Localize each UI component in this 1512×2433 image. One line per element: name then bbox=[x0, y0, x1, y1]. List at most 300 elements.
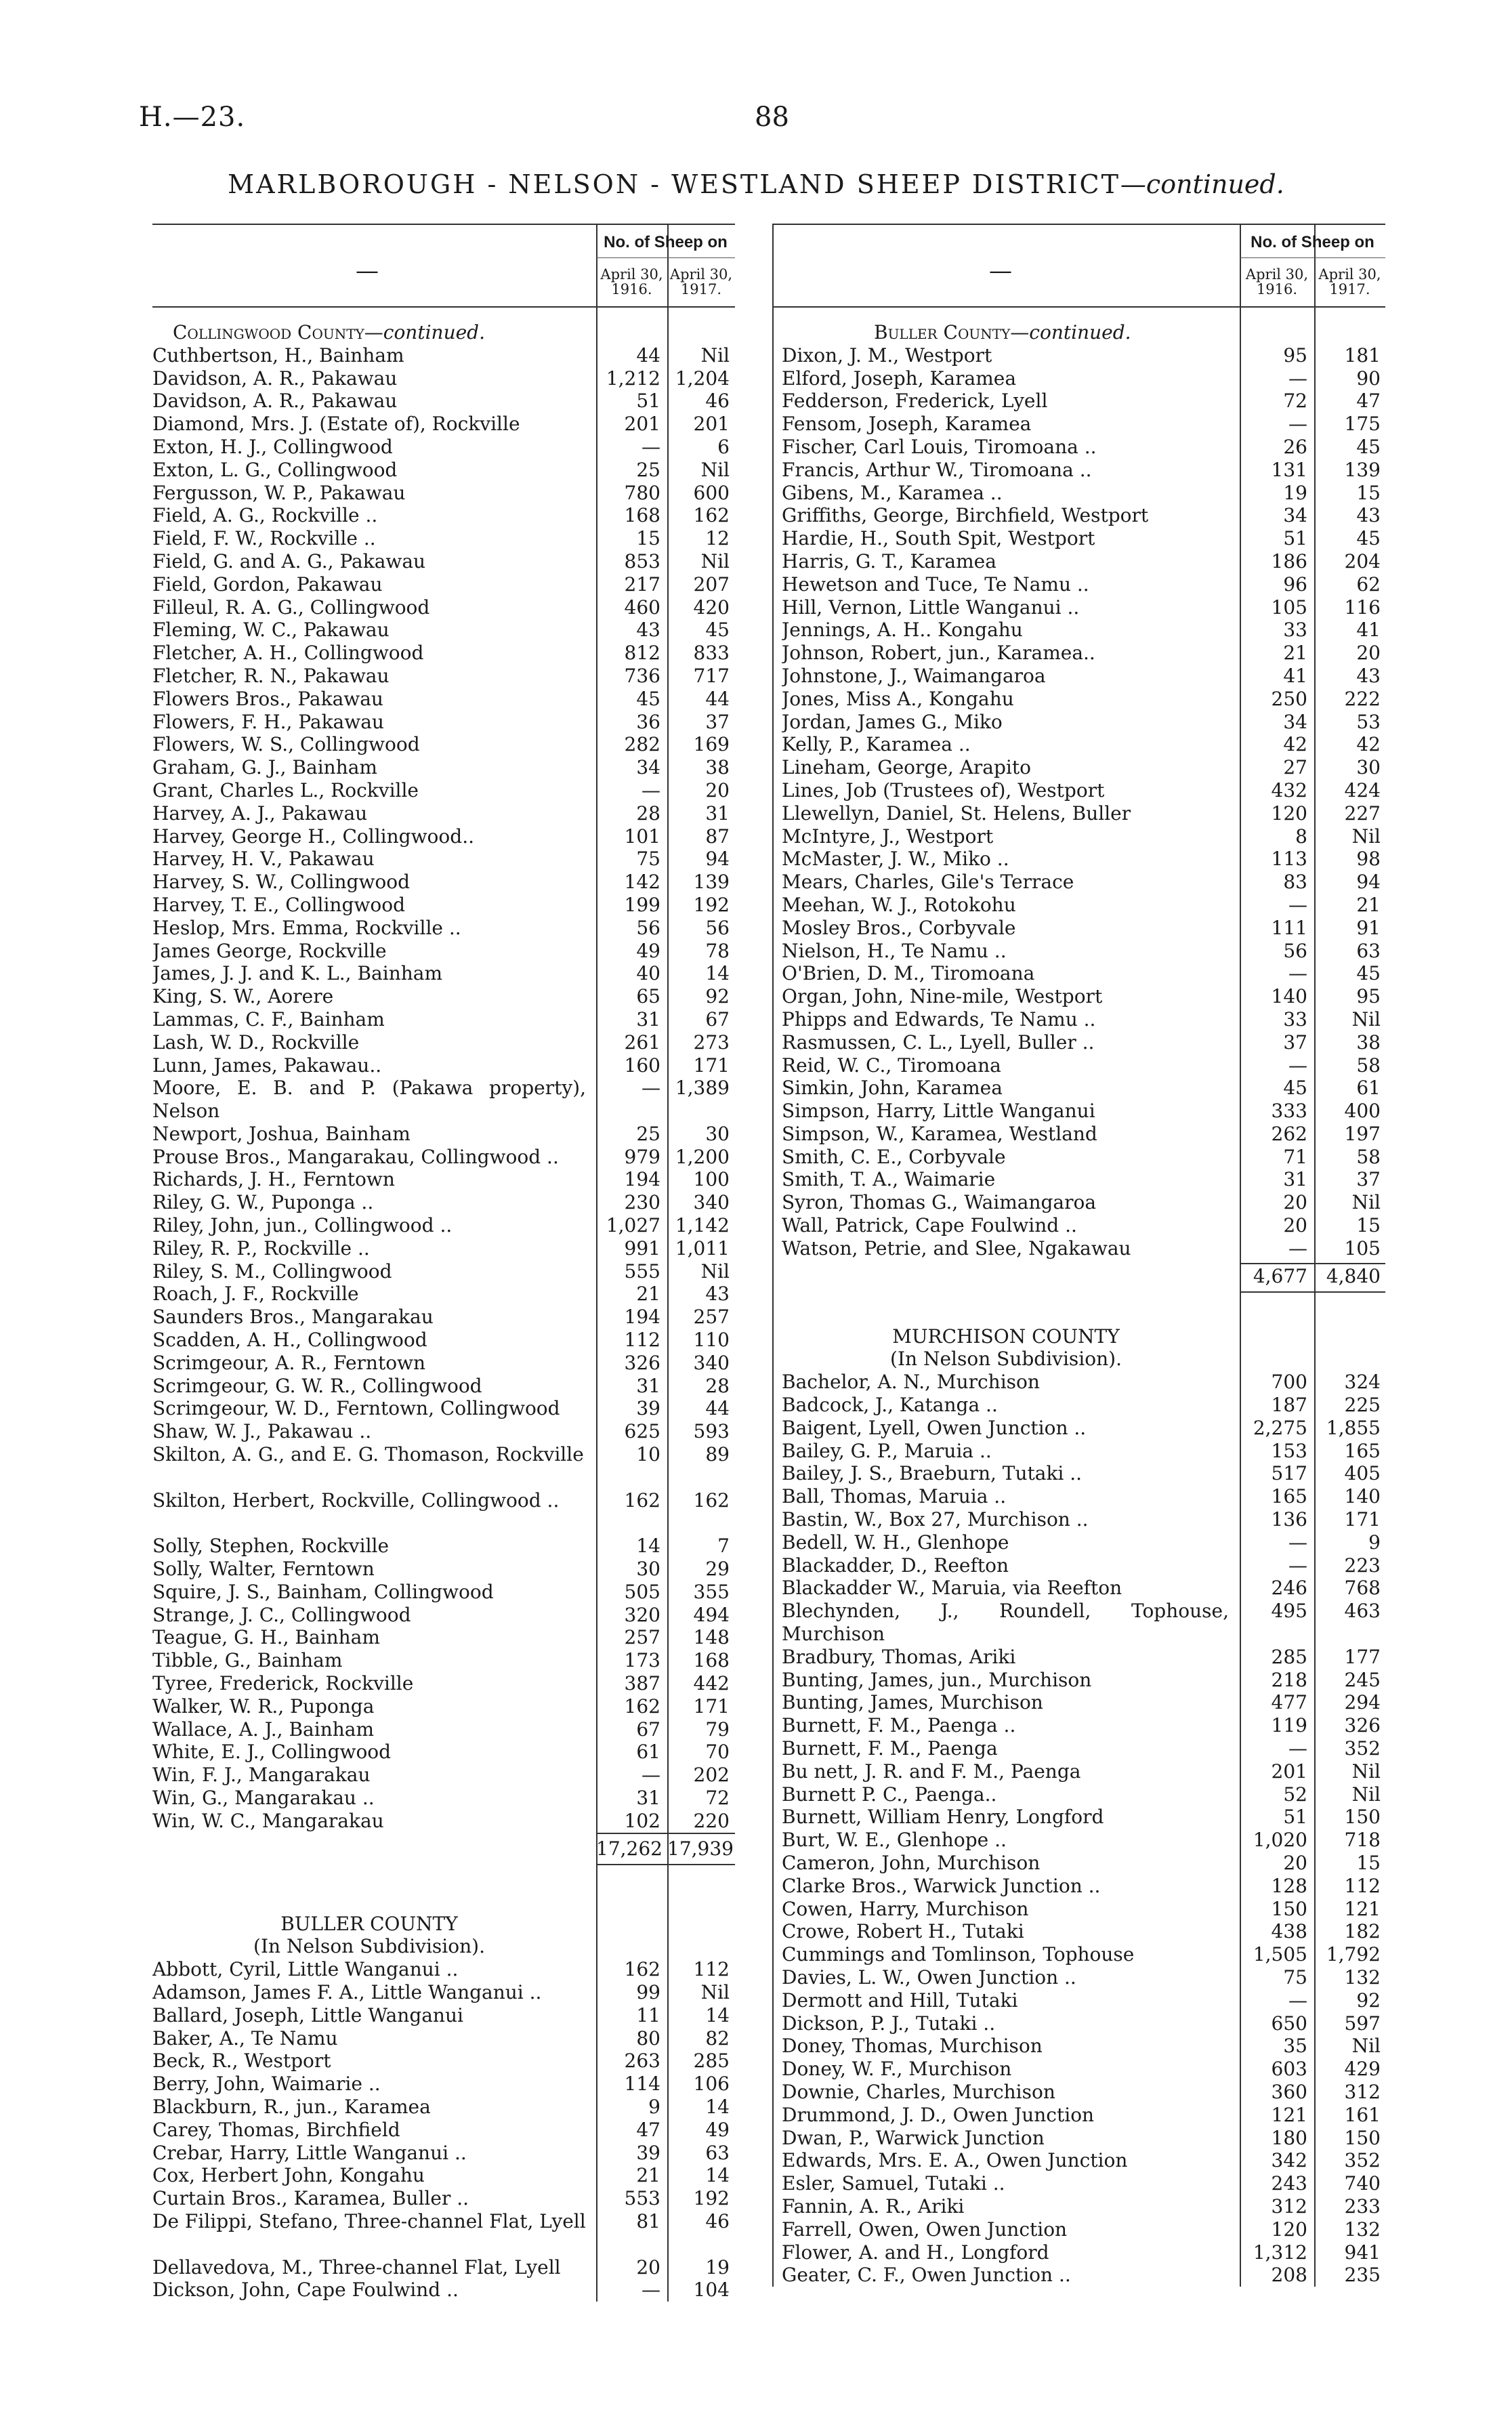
owner-name: James, J. J. and K. L., Bainham bbox=[152, 962, 443, 985]
sheep-1917: 717 bbox=[693, 664, 730, 687]
sheep-1916: 96 bbox=[1283, 573, 1307, 596]
sheep-1916: 136 bbox=[1271, 1508, 1307, 1531]
sheep-1916: 114 bbox=[624, 2073, 660, 2096]
owner-name: Teague, G. H., Bainham bbox=[152, 1626, 380, 1649]
sheep-1917: 405 bbox=[1344, 1462, 1381, 1485]
owner-name: Blackburn, R., jun., Karamea bbox=[152, 2095, 431, 2118]
sheep-1916: 15 bbox=[636, 527, 660, 550]
collingwood-total-1916: 17,262 bbox=[596, 1837, 663, 1860]
table-row bbox=[772, 665, 1385, 688]
table-row bbox=[152, 1214, 735, 1237]
sheep-1917: 94 bbox=[705, 848, 730, 871]
sheep-1916: — bbox=[1288, 1554, 1307, 1577]
owner-name: Heslop, Mrs. Emma, Rockville .. bbox=[152, 916, 461, 939]
sheep-1916: 991 bbox=[624, 1236, 660, 1260]
sheep-1916: 320 bbox=[624, 1603, 660, 1626]
table-row bbox=[772, 1737, 1385, 1760]
sheep-1916: 263 bbox=[624, 2050, 660, 2073]
title-main: MARLBOROUGH - NELSON - WESTLAND SHEEP DISTRICT bbox=[228, 169, 1120, 199]
table-row bbox=[772, 2127, 1385, 2150]
sheep-1917: 38 bbox=[1356, 1031, 1381, 1054]
sheep-1917: 220 bbox=[693, 1809, 730, 1832]
owner-name: Ball, Thomas, Maruia .. bbox=[782, 1485, 1007, 1508]
table-row bbox=[772, 344, 1385, 367]
sheep-1917: 43 bbox=[1356, 664, 1381, 687]
sheep-1916: 49 bbox=[636, 939, 660, 962]
owner-name: Ballard, Joseph, Little Wanganui bbox=[152, 2003, 463, 2026]
table-row bbox=[152, 1283, 735, 1306]
sheep-1916: 75 bbox=[1283, 1966, 1307, 1989]
collingwood-section-title bbox=[152, 321, 735, 344]
table-row bbox=[152, 2073, 735, 2096]
sheep-1916: 312 bbox=[1271, 2195, 1307, 2218]
sheep-1917: 424 bbox=[1344, 778, 1381, 802]
owner-name: Harris, G. T., Karamea bbox=[782, 549, 996, 573]
sheep-1917: 92 bbox=[1356, 1989, 1381, 2012]
sheep-1916: 20 bbox=[636, 2255, 660, 2279]
owner-name: Drummond, J. D., Owen Junction bbox=[782, 2103, 1095, 2126]
murchison-section-title: MURCHISON COUNTY bbox=[892, 1325, 1120, 1348]
sheep-1916: 438 bbox=[1271, 1920, 1307, 1943]
sheep-1917: Nil bbox=[1351, 1191, 1381, 1214]
owner-name: Jordan, James G., Miko bbox=[782, 710, 1003, 733]
table-row bbox=[772, 1008, 1385, 1031]
table-row bbox=[772, 1440, 1385, 1463]
sheep-1917: 197 bbox=[1344, 1122, 1381, 1145]
sheep-1916: 165 bbox=[1271, 1485, 1307, 1508]
sheep-1916: 477 bbox=[1271, 1691, 1307, 1714]
table-row bbox=[152, 825, 735, 848]
owner-name: Johnstone, J., Waimangaroa bbox=[782, 664, 1046, 687]
header-1917: April 30, 1917. bbox=[669, 266, 733, 297]
table-row bbox=[152, 1535, 735, 1558]
owner-name: Bastin, W., Box 27, Murchison .. bbox=[782, 1508, 1089, 1531]
sheep-1916: 21 bbox=[1283, 642, 1307, 665]
owner-name: Scadden, A. H., Collingwood bbox=[152, 1329, 427, 1352]
sheep-1917: 104 bbox=[693, 2279, 730, 2302]
table-row bbox=[772, 1829, 1385, 1852]
header-1916: April 30, 1916. bbox=[600, 266, 663, 297]
sheep-1917: 79 bbox=[705, 1718, 730, 1741]
sheep-1916: 780 bbox=[624, 481, 660, 504]
table-row bbox=[152, 1054, 735, 1077]
owner-name: Shaw, W. J., Pakawau .. bbox=[152, 1420, 372, 1443]
owner-name: Saunders Bros., Mangarakau bbox=[152, 1306, 434, 1329]
sheep-1917: 82 bbox=[705, 2026, 730, 2050]
sheep-1916: 517 bbox=[1271, 1462, 1307, 1485]
owner-name: Scrimgeour, G. W. R., Collingwood bbox=[152, 1374, 482, 1397]
sheep-1917: 1,011 bbox=[675, 1236, 730, 1260]
sheep-1916: 34 bbox=[1283, 504, 1307, 527]
owner-name: Kelly, P., Karamea .. bbox=[782, 733, 971, 756]
table-row bbox=[772, 1168, 1385, 1191]
sheep-1916: 153 bbox=[1271, 1439, 1307, 1462]
owner-name: Crebar, Harry, Little Wanganui .. bbox=[152, 2141, 467, 2164]
sheep-1916: 19 bbox=[1283, 481, 1307, 504]
sheep-1917: Nil bbox=[700, 549, 730, 573]
sheep-1916: 33 bbox=[1283, 1007, 1307, 1031]
owner-name: Carey, Thomas, Birchfield bbox=[152, 2118, 400, 2141]
sheep-1916: 180 bbox=[1271, 2126, 1307, 2149]
sheep-1916: 119 bbox=[1271, 1714, 1307, 1737]
owner-name: Flowers, W. S., Collingwood bbox=[152, 733, 420, 756]
sheep-1917: 46 bbox=[705, 390, 730, 413]
sheep-1916: 326 bbox=[624, 1351, 660, 1374]
table-row bbox=[772, 1806, 1385, 1829]
sheep-1917: 98 bbox=[1356, 848, 1381, 871]
sheep-1916: 80 bbox=[636, 2026, 660, 2050]
collingwood-continued: —continued. bbox=[364, 321, 486, 344]
sheep-1917: 740 bbox=[1344, 2172, 1381, 2195]
sheep-1917: 100 bbox=[693, 1168, 730, 1191]
owner-name: Harvey, T. E., Collingwood bbox=[152, 893, 405, 916]
table-row bbox=[772, 1577, 1385, 1600]
table-row bbox=[772, 825, 1385, 848]
owner-name: Dellavedova, M., Three-channel Flat, Lyell bbox=[152, 2255, 561, 2279]
sheep-1917: 44 bbox=[705, 1397, 730, 1420]
sheep-1916: 52 bbox=[1283, 1783, 1307, 1806]
sheep-1916: 9 bbox=[648, 2095, 660, 2118]
table-row bbox=[152, 1168, 735, 1191]
sheep-1917: 132 bbox=[1344, 1966, 1381, 1989]
table-row bbox=[772, 1237, 1385, 1260]
owner-name: Nielson, H., Te Namu .. bbox=[782, 939, 1007, 962]
owner-name: Hill, Vernon, Little Wanganui .. bbox=[782, 596, 1080, 619]
owner-name: Abbott, Cyril, Little Wanganui .. bbox=[152, 1958, 459, 1981]
table-row bbox=[772, 413, 1385, 436]
murchison-rows bbox=[772, 1371, 1385, 2287]
sheep-1916: 44 bbox=[636, 344, 660, 367]
table-row bbox=[772, 688, 1385, 711]
sheep-1917: Nil bbox=[1351, 2035, 1381, 2058]
owner-name: Bunting, James, jun., Murchison bbox=[782, 1668, 1092, 1691]
table-row bbox=[152, 756, 735, 779]
sheep-1916: 51 bbox=[1283, 527, 1307, 550]
owner-name: Bedell, W. H., Glenhope bbox=[782, 1531, 1009, 1554]
table-row bbox=[152, 1443, 735, 1489]
sheep-1917: 21 bbox=[1356, 893, 1381, 916]
table-row bbox=[772, 1783, 1385, 1806]
sheep-1916: 20 bbox=[1283, 1191, 1307, 1214]
sheep-1916: 262 bbox=[1271, 1122, 1307, 1145]
sheep-1916: 1,027 bbox=[606, 1214, 660, 1237]
owner-name: Diamond, Mrs. J. (Estate of), Rockville bbox=[152, 413, 520, 436]
sheep-1917: 53 bbox=[1356, 710, 1381, 733]
sheep-1917: 235 bbox=[1344, 2264, 1381, 2287]
sheep-1916: 83 bbox=[1283, 871, 1307, 894]
sheep-1917: Nil bbox=[700, 1980, 730, 2003]
sheep-1917: 139 bbox=[1344, 458, 1381, 481]
owner-name: Francis, Arthur W., Tiromoana .. bbox=[782, 458, 1092, 481]
sheep-1916: 160 bbox=[624, 1054, 660, 1077]
sheep-1916: 47 bbox=[636, 2118, 660, 2141]
sheep-1916: 40 bbox=[636, 962, 660, 985]
table-row bbox=[772, 1966, 1385, 1989]
sheep-1917: Nil bbox=[700, 344, 730, 367]
sheep-1917: 201 bbox=[693, 413, 730, 436]
owner-name: Flowers, F. H., Pakawau bbox=[152, 710, 384, 733]
table-row bbox=[772, 848, 1385, 871]
owner-name: Roach, J. F., Rockville bbox=[152, 1283, 359, 1306]
table-row bbox=[772, 390, 1385, 413]
sheep-1917: 150 bbox=[1344, 1806, 1381, 1829]
sheep-1917: 324 bbox=[1344, 1371, 1381, 1394]
owner-name: Blechynden, J., Roundell, Tophouse, Murchison bbox=[782, 1600, 1229, 1646]
owner-name: O'Brien, D. M., Tiromoana bbox=[782, 962, 1035, 985]
table-row bbox=[152, 1695, 735, 1718]
owner-name: Exton, L. G., Collingwood bbox=[152, 458, 398, 481]
owner-name: Simpson, W., Karamea, Westland bbox=[782, 1122, 1097, 1145]
sheep-1916: 25 bbox=[636, 458, 660, 481]
table-row bbox=[772, 504, 1385, 527]
table-row bbox=[772, 711, 1385, 734]
owner-name: Fedderson, Frederick, Lyell bbox=[782, 390, 1048, 413]
owner-name: Solly, Walter, Ferntown bbox=[152, 1558, 375, 1581]
sheep-1916: 553 bbox=[624, 2187, 660, 2210]
sheep-1917: 941 bbox=[1344, 2241, 1381, 2264]
table-row bbox=[152, 642, 735, 665]
table-row bbox=[152, 390, 735, 413]
owner-name: Solly, Stephen, Rockville bbox=[152, 1535, 390, 1558]
owner-name: Prouse Bros., Mangarakau, Collingwood .. bbox=[152, 1145, 559, 1168]
sheep-1917: 110 bbox=[693, 1329, 730, 1352]
sheep-1917: 61 bbox=[1356, 1077, 1381, 1100]
sheep-1917: 597 bbox=[1344, 2012, 1381, 2035]
table-row bbox=[772, 1371, 1385, 1394]
owner-name: Downie, Charles, Murchison bbox=[782, 2080, 1055, 2103]
sheep-1917: 37 bbox=[1356, 1168, 1381, 1191]
table-row bbox=[772, 2264, 1385, 2287]
owner-name: Dermott and Hill, Tutaki bbox=[782, 1989, 1018, 2012]
sheep-1916: 121 bbox=[1271, 2103, 1307, 2126]
sheep-1917: 92 bbox=[705, 985, 730, 1008]
table-row bbox=[152, 1375, 735, 1398]
table-row bbox=[152, 2050, 735, 2073]
owner-name: Bunting, James, Murchison bbox=[782, 1691, 1043, 1714]
sheep-1917: 78 bbox=[705, 939, 730, 962]
table-row bbox=[152, 1260, 735, 1283]
sheep-1917: 105 bbox=[1344, 1236, 1381, 1260]
sheep-1917: 28 bbox=[705, 1374, 730, 1397]
owner-name: Phipps and Edwards, Te Namu .. bbox=[782, 1007, 1096, 1031]
table-row bbox=[152, 1581, 735, 1604]
table-row bbox=[152, 596, 735, 619]
table-row bbox=[152, 1626, 735, 1649]
sheep-1916: 131 bbox=[1271, 458, 1307, 481]
sheep-1917: 112 bbox=[1344, 1874, 1381, 1897]
owner-name: Cowen, Harry, Murchison bbox=[782, 1897, 1029, 1920]
sheep-1916: 20 bbox=[1283, 1214, 1307, 1237]
sheep-1917: 14 bbox=[705, 2164, 730, 2187]
sheep-1916: 21 bbox=[636, 1283, 660, 1306]
sheep-1916: 194 bbox=[624, 1168, 660, 1191]
buller-rows-left bbox=[152, 1958, 735, 2302]
sheep-1917: 494 bbox=[693, 1603, 730, 1626]
table-row bbox=[772, 1100, 1385, 1123]
owner-name: Flowers Bros., Pakawau bbox=[152, 687, 383, 710]
owner-name: Harvey, George H., Collingwood.. bbox=[152, 825, 474, 848]
owner-name: Burnett P. C., Paenga.. bbox=[782, 1783, 997, 1806]
owner-name: Bu nett, J. R. and F. M., Paenga bbox=[782, 1760, 1081, 1783]
buller-section-subtitle: (In Nelson Subdivision). bbox=[253, 1935, 485, 1958]
sheep-1916: 700 bbox=[1271, 1371, 1307, 1394]
sheep-1917: 89 bbox=[705, 1443, 730, 1466]
sheep-1917: 9 bbox=[1368, 1531, 1381, 1554]
collingwood-title: Collingwood County bbox=[173, 321, 364, 344]
owner-name: Riley, John, jun., Collingwood .. bbox=[152, 1214, 453, 1237]
table-row bbox=[152, 527, 735, 550]
sheep-1916: — bbox=[642, 778, 660, 802]
table-row bbox=[152, 2027, 735, 2050]
owner-name: Field, A. G., Rockville .. bbox=[152, 504, 378, 527]
sheep-1917: 340 bbox=[693, 1351, 730, 1374]
sheep-1916: 8 bbox=[1295, 825, 1307, 848]
sheep-1916: 45 bbox=[636, 687, 660, 710]
sheep-1916: 81 bbox=[636, 2209, 660, 2232]
sheep-1917: 45 bbox=[1356, 527, 1381, 550]
sheep-1916: 20 bbox=[1283, 1852, 1307, 1874]
buller-total-1916: 4,677 bbox=[1253, 1264, 1307, 1287]
owner-name: Win, W. C., Mangarakau bbox=[152, 1809, 384, 1832]
table-row bbox=[152, 1741, 735, 1764]
sheep-1916: 120 bbox=[1271, 802, 1307, 825]
sheep-1917: 19 bbox=[705, 2255, 730, 2279]
sheep-1917: 14 bbox=[705, 962, 730, 985]
owner-name: Win, G., Mangarakau .. bbox=[152, 1787, 375, 1809]
sheep-1916: 979 bbox=[624, 1145, 660, 1168]
table-row bbox=[152, 1191, 735, 1214]
sheep-1917: 245 bbox=[1344, 1668, 1381, 1691]
sheep-1916: 257 bbox=[624, 1626, 660, 1649]
sheep-1916: — bbox=[642, 435, 660, 458]
table-row bbox=[152, 619, 735, 642]
table-row bbox=[772, 1691, 1385, 1714]
table-row bbox=[772, 1714, 1385, 1737]
sheep-1916: 173 bbox=[624, 1649, 660, 1672]
sheep-1916: 187 bbox=[1271, 1394, 1307, 1417]
owner-name: Fletcher, R. N., Pakawau bbox=[152, 664, 390, 687]
owner-name: Simpson, Harry, Little Wanganui bbox=[782, 1100, 1095, 1123]
table-row bbox=[772, 2035, 1385, 2058]
sheep-1916: 11 bbox=[636, 2003, 660, 2026]
sheep-1917: Nil bbox=[700, 458, 730, 481]
owner-name: Rasmussen, C. L., Lyell, Buller .. bbox=[782, 1031, 1095, 1054]
owner-name: Beck, R., Westport bbox=[152, 2050, 331, 2073]
sheep-1916: 37 bbox=[1283, 1031, 1307, 1054]
page-reference: H.—23. bbox=[139, 102, 246, 133]
sheep-1917: 72 bbox=[705, 1787, 730, 1809]
table-row bbox=[152, 1123, 735, 1146]
owner-name: Fischer, Carl Louis, Tiromoana .. bbox=[782, 435, 1097, 458]
header-dash: — bbox=[356, 257, 379, 285]
buller-section-title: BULLER COUNTY bbox=[280, 1912, 458, 1935]
owner-name: Edwards, Mrs. E. A., Owen Junction bbox=[782, 2149, 1128, 2172]
owner-name: Clarke Bros., Warwick Junction .. bbox=[782, 1874, 1101, 1897]
owner-name: Cuthbertson, H., Bainham bbox=[152, 344, 404, 367]
table-row bbox=[772, 1417, 1385, 1440]
owner-name: Harvey, H. V., Pakawau bbox=[152, 848, 375, 871]
sheep-1917: 768 bbox=[1344, 1577, 1381, 1600]
sheep-1916: 650 bbox=[1271, 2012, 1307, 2035]
owner-name: Tyree, Frederick, Rockville bbox=[152, 1672, 414, 1695]
owner-name: Exton, H. J., Collingwood bbox=[152, 435, 393, 458]
sheep-1917: 312 bbox=[1344, 2080, 1381, 2103]
sheep-1917: 41 bbox=[1356, 619, 1381, 642]
table-row bbox=[152, 711, 735, 734]
header-sheep-count: No. of Sheep on bbox=[604, 233, 728, 251]
sheep-1917: 31 bbox=[705, 802, 730, 825]
sheep-1917: 400 bbox=[1344, 1100, 1381, 1123]
sheep-1916: 1,212 bbox=[606, 367, 660, 390]
sheep-1916: 285 bbox=[1271, 1645, 1307, 1668]
sheep-1916: 625 bbox=[624, 1420, 660, 1443]
sheep-1916: 162 bbox=[624, 1489, 660, 1512]
sheep-1916: 162 bbox=[624, 1694, 660, 1718]
owner-name: Jones, Miss A., Kongahu bbox=[782, 687, 1014, 710]
owner-name: Lammas, C. F., Bainham bbox=[152, 1007, 385, 1031]
owner-name: Farrell, Owen, Owen Junction bbox=[782, 2218, 1068, 2241]
sheep-1916: 186 bbox=[1271, 549, 1307, 573]
table-row bbox=[772, 1554, 1385, 1577]
sheep-1917: Nil bbox=[1351, 1760, 1381, 1783]
owner-name: Burnett, F. M., Paenga .. bbox=[782, 1714, 1016, 1737]
table-row bbox=[152, 573, 735, 596]
owner-name: De Filippi, Stefano, Three-channel Flat, Lyell bbox=[152, 2209, 586, 2232]
table-row bbox=[772, 1191, 1385, 1214]
sheep-1917: 162 bbox=[693, 1489, 730, 1512]
sheep-1917: 45 bbox=[1356, 435, 1381, 458]
sheep-1916: 95 bbox=[1283, 344, 1307, 367]
owner-name: Field, G. and A. G., Pakawau bbox=[152, 549, 426, 573]
sheep-1916: 14 bbox=[636, 1535, 660, 1558]
sheep-1917: 227 bbox=[1344, 802, 1381, 825]
sheep-1916: 10 bbox=[636, 1443, 660, 1466]
sheep-1917: Nil bbox=[700, 1260, 730, 1283]
owner-name: Doney, Thomas, Murchison bbox=[782, 2035, 1043, 2058]
table-row bbox=[152, 1764, 735, 1787]
table-row bbox=[152, 413, 735, 436]
table-row bbox=[152, 2256, 735, 2279]
table-row bbox=[152, 1981, 735, 2004]
owner-name: Meehan, W. J., Rotokohu bbox=[782, 893, 1016, 916]
table-row bbox=[772, 642, 1385, 665]
table-row bbox=[152, 1604, 735, 1627]
owner-name: Johnson, Robert, jun., Karamea.. bbox=[782, 642, 1095, 665]
left-table-body bbox=[152, 308, 735, 2302]
owner-name: Richards, J. H., Ferntown bbox=[152, 1168, 395, 1191]
owner-name: Wall, Patrick, Cape Foulwind .. bbox=[782, 1214, 1077, 1237]
sheep-1916: — bbox=[1288, 1236, 1307, 1260]
sheep-1917: 223 bbox=[1344, 1554, 1381, 1577]
sheep-1916: 21 bbox=[636, 2164, 660, 2187]
sheep-1916: — bbox=[1288, 1737, 1307, 1760]
sheep-1917: 718 bbox=[1344, 1829, 1381, 1852]
owner-name: Blackadder, D., Reefton bbox=[782, 1554, 1009, 1577]
sheep-1917: 14 bbox=[705, 2095, 730, 2118]
table-row bbox=[152, 367, 735, 390]
sheep-1917: 121 bbox=[1344, 1897, 1381, 1920]
sheep-1917: 63 bbox=[1356, 939, 1381, 962]
sheep-1917: 14 bbox=[705, 2003, 730, 2026]
table-row bbox=[772, 482, 1385, 505]
owner-name: Lunn, James, Pakawau.. bbox=[152, 1054, 382, 1077]
owner-name: Fensom, Joseph, Karamea bbox=[782, 413, 1032, 436]
buller-total-1917: 4,840 bbox=[1326, 1264, 1381, 1287]
table-row bbox=[152, 2142, 735, 2165]
owner-name: Flower, A. and H., Longford bbox=[782, 2241, 1049, 2264]
table-row bbox=[772, 2012, 1385, 2035]
owner-name: Dickson, P. J., Tutaki .. bbox=[782, 2012, 996, 2035]
